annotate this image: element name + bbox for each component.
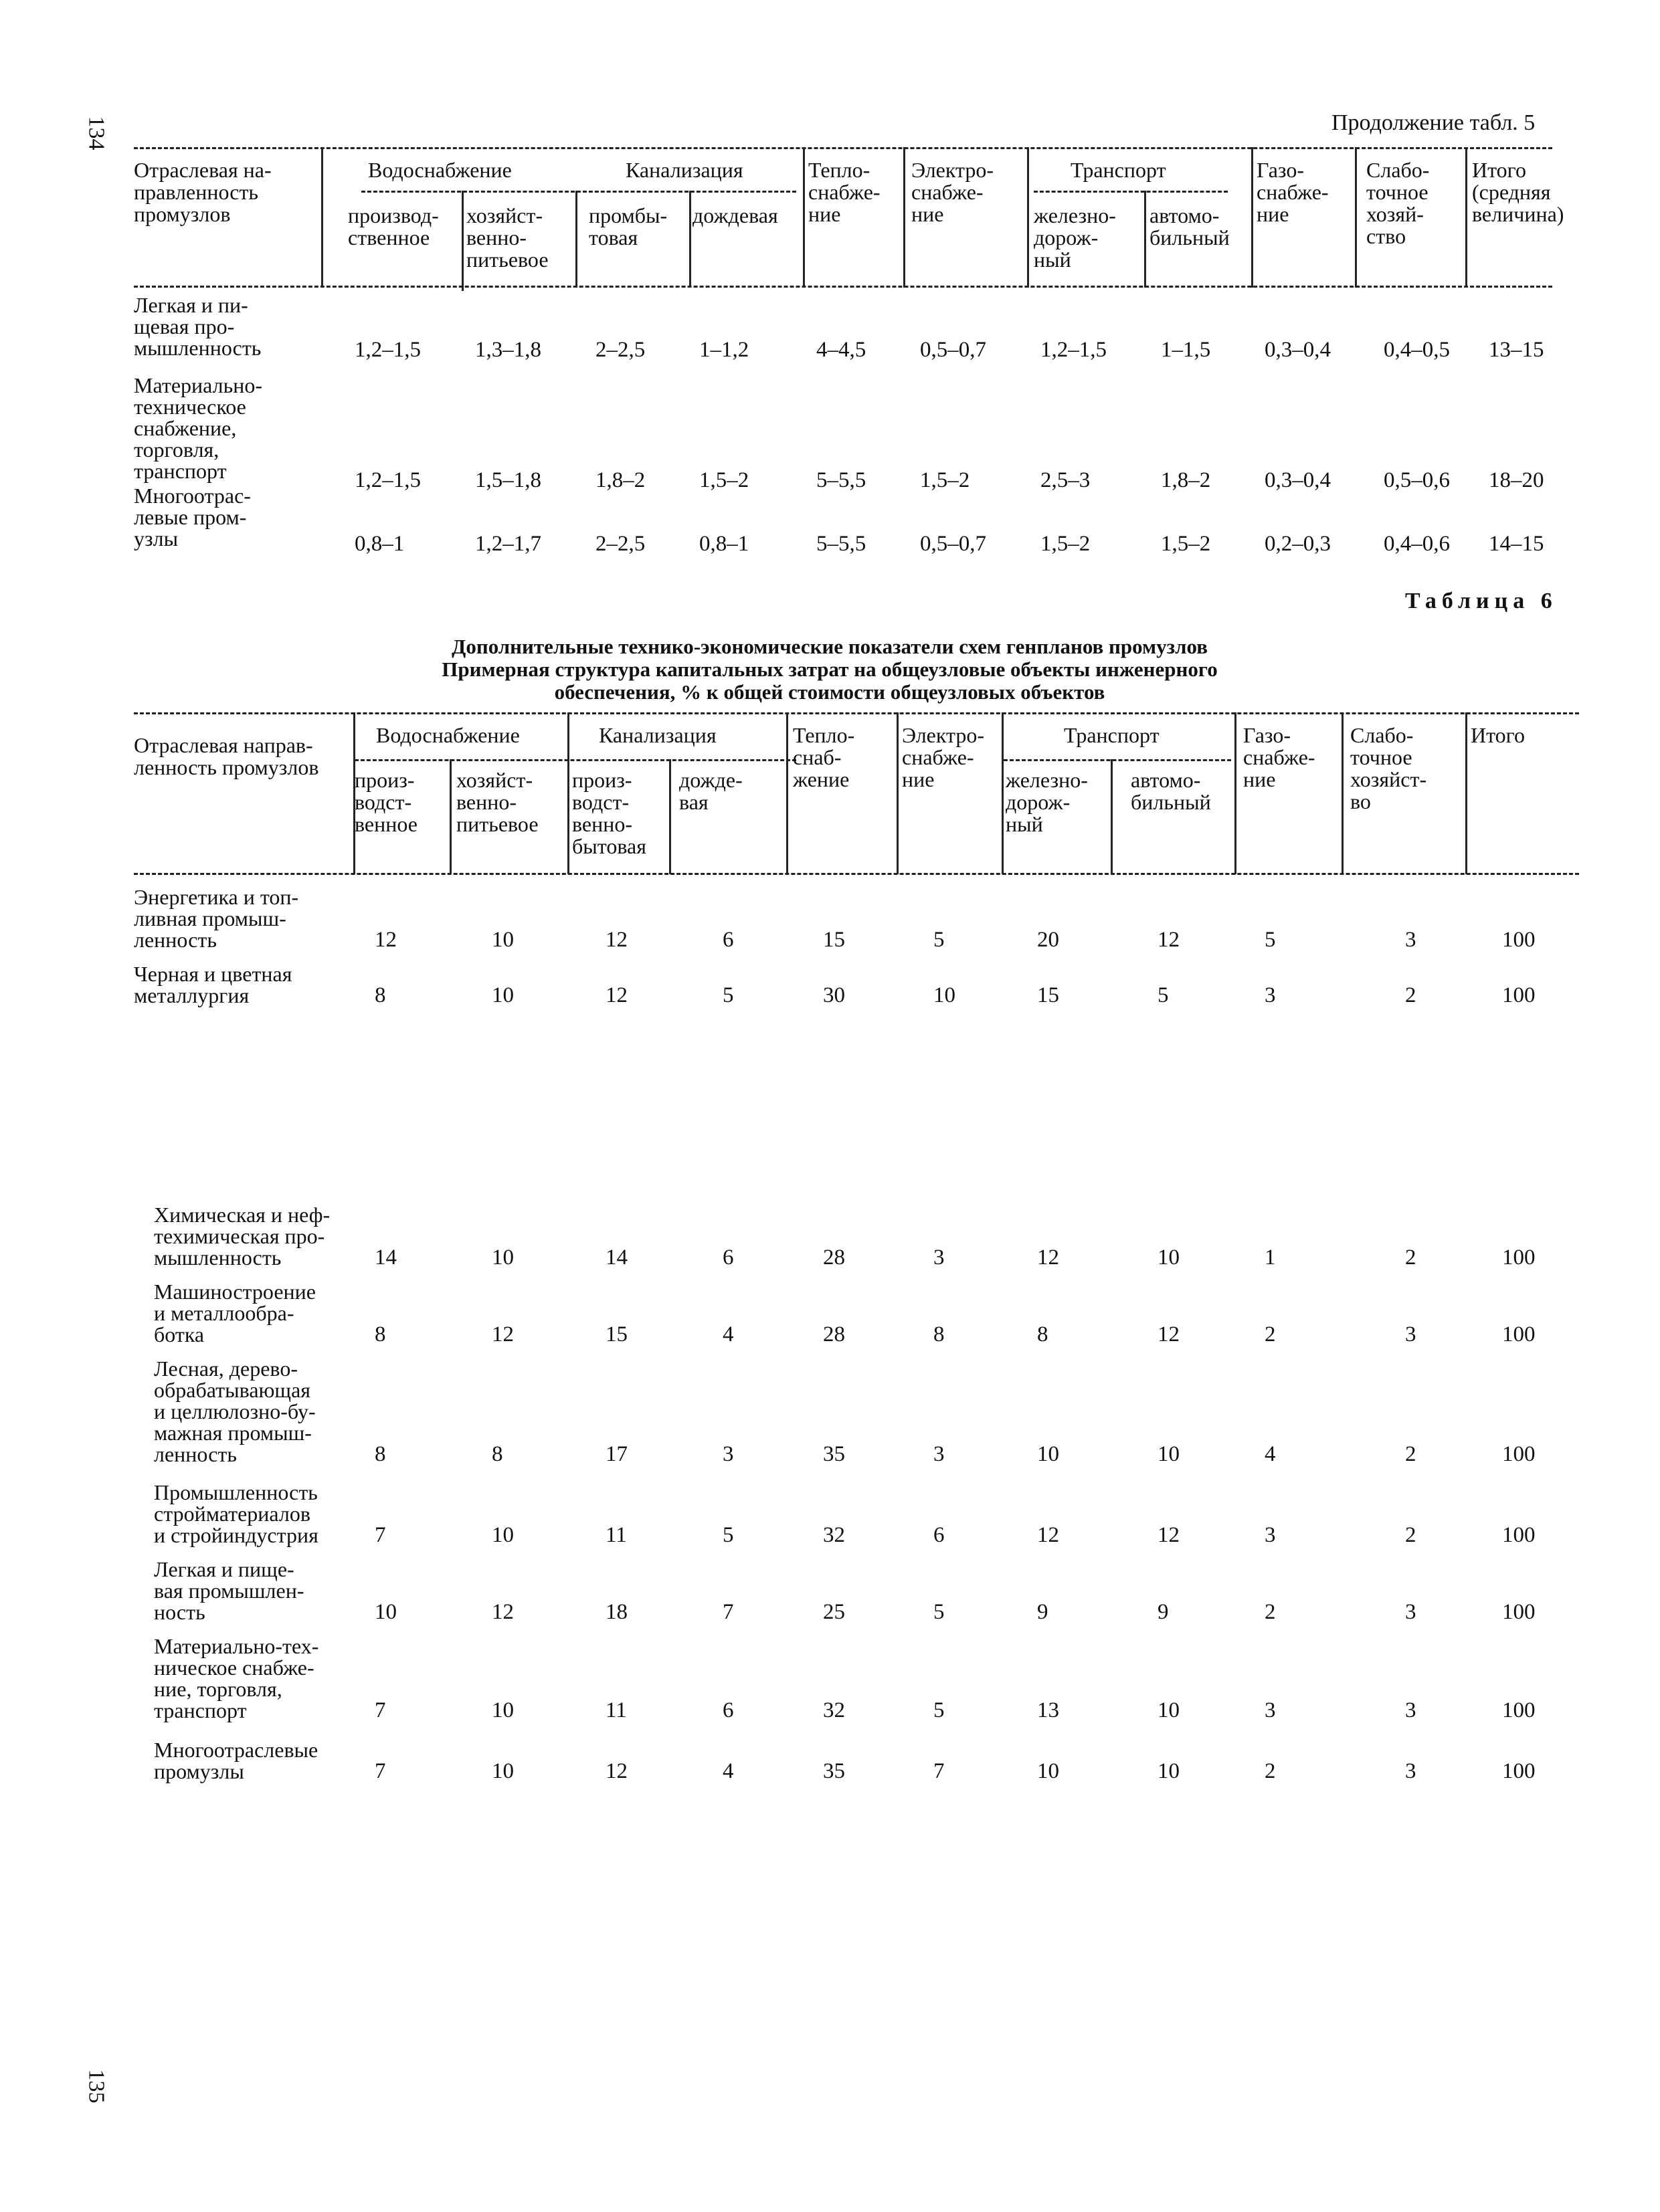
t5-head-auto: автомо- бильный — [1149, 203, 1230, 249]
t6-cell: 7 — [375, 1523, 386, 1547]
page-number-bottom: 135 — [84, 2069, 109, 2104]
t6-cell: 6 — [723, 928, 734, 952]
t5-head-sewer-ind: промбы- товая — [589, 203, 668, 249]
t6-cell: 12 — [1158, 1523, 1180, 1547]
t6-cell: 10 — [492, 1759, 514, 1783]
t6-cell: 32 — [823, 1698, 845, 1722]
t6-head-auto: автомо- бильный — [1131, 768, 1211, 814]
t6-cell: 4 — [723, 1322, 734, 1346]
t6-cell: 11 — [606, 1698, 627, 1722]
t5-head-rail: железно- дорож- ный — [1034, 203, 1116, 272]
t6-row-label: Материально-тех- ническое снабже- ние, торговля, транспорт — [154, 1634, 319, 1722]
t6-head-total: Итого — [1471, 723, 1525, 747]
t5-cell: 0,5–0,6 — [1384, 468, 1450, 492]
t6-cell: 14 — [375, 1245, 397, 1270]
t6-cell: 12 — [375, 928, 397, 952]
t5-cell: 0,5–0,7 — [920, 338, 986, 362]
t6-cell: 14 — [606, 1245, 628, 1270]
t6-cell: 35 — [823, 1759, 845, 1783]
t6-cell: 7 — [375, 1698, 386, 1722]
t6-cell: 10 — [492, 1245, 514, 1270]
t5-cell: 2–2,5 — [595, 532, 646, 556]
t6-cell: 3 — [1405, 1600, 1416, 1624]
t6-cell: 10 — [1037, 1759, 1059, 1783]
t6-head-water: Водоснабжение — [376, 723, 520, 747]
t5-row-label: Легкая и пи- щевая про- мышленность — [134, 293, 262, 360]
t6-cell: 4 — [1265, 1442, 1276, 1466]
t5-head-sewer: Канализация — [626, 158, 743, 182]
t6-cell: 11 — [606, 1523, 627, 1547]
t6-cell: 2 — [1265, 1322, 1276, 1346]
t6-cell: 100 — [1502, 928, 1536, 952]
t6-cell: 5 — [933, 1600, 945, 1624]
t6-cell: 12 — [1037, 1523, 1059, 1547]
t6-row-label: Химическая и неф- техимическая про- мышленность — [154, 1203, 331, 1270]
table5-caption: Продолжение табл. 5 — [1331, 110, 1536, 135]
t6-head-sewer: Канализация — [599, 723, 717, 747]
t6-cell: 5 — [933, 928, 945, 952]
t6-row-label: Многоотраслевые промузлы — [154, 1738, 318, 1783]
t6-cell: 100 — [1502, 983, 1536, 1007]
t6-cell: 6 — [933, 1523, 945, 1547]
t5-head-sewer-rain: дождевая — [693, 203, 778, 227]
t5-head-total: Итого (средняя величина) — [1472, 158, 1564, 226]
t5-cell: 2,5–3 — [1040, 468, 1091, 492]
t5-row-label: Материально- техническое снабжение, торговля, транспорт — [134, 373, 262, 483]
t6-cell: 30 — [823, 983, 845, 1007]
t6-row-label: Энергетика и топ- ливная промыш- ленность — [134, 885, 299, 952]
t5-cell: 1,5–2 — [699, 468, 749, 492]
t5-cell: 1,5–2 — [1161, 532, 1211, 556]
t6-cell: 5 — [1265, 928, 1276, 952]
t6-cell: 8 — [375, 983, 386, 1007]
t5-cell: 0,4–0,5 — [1384, 338, 1450, 362]
t5-cell: 1,3–1,8 — [475, 338, 541, 362]
t6-cell: 10 — [492, 983, 514, 1007]
t6-cell: 3 — [723, 1442, 734, 1466]
t5-cell: 0,3–0,4 — [1265, 338, 1331, 362]
t5-cell: 0,2–0,3 — [1265, 532, 1331, 556]
t5-cell: 1,8–2 — [1161, 468, 1211, 492]
t6-cell: 25 — [823, 1600, 845, 1624]
table6-caption: Таблица 6 — [1405, 589, 1558, 613]
t6-cell: 7 — [933, 1759, 945, 1783]
t5-head-heat: Тепло- снабже- ние — [808, 158, 881, 226]
t6-head-heat: Тепло- снаб- жение — [793, 723, 855, 791]
t5-cell: 1,2–1,5 — [1040, 338, 1107, 362]
t6-cell: 10 — [492, 1698, 514, 1722]
t6-cell: 3 — [1405, 1759, 1416, 1783]
t6-cell: 15 — [606, 1322, 628, 1346]
t5-cell: 0,4–0,6 — [1384, 532, 1450, 556]
t6-cell: 3 — [933, 1442, 945, 1466]
t5-head-direction: Отраслевая на- правленность промузлов — [134, 158, 272, 226]
t6-head-transport: Транспорт — [1064, 723, 1160, 747]
t6-cell: 3 — [1265, 1523, 1276, 1547]
t6-cell: 5 — [1158, 983, 1169, 1007]
t5-cell: 5–5,5 — [816, 468, 866, 492]
t6-cell: 4 — [723, 1759, 734, 1783]
t5-cell: 5–5,5 — [816, 532, 866, 556]
t6-row-label: Машиностроение и металлообра- ботка — [154, 1280, 316, 1346]
t6-cell: 2 — [1405, 1245, 1416, 1270]
t6-cell: 12 — [1158, 928, 1180, 952]
t6-cell: 8 — [492, 1442, 503, 1466]
t6-head-gas: Газо- снабже- ние — [1243, 723, 1315, 791]
t6-cell: 18 — [606, 1600, 628, 1624]
t6-cell: 28 — [823, 1322, 845, 1346]
t6-cell: 10 — [375, 1600, 397, 1624]
t5-head-transport: Транспорт — [1071, 158, 1166, 182]
t6-cell: 100 — [1502, 1322, 1536, 1346]
t5-head-water-house: хозяйст- венно- питьевое — [466, 203, 549, 272]
t5-cell: 4–4,5 — [816, 338, 866, 362]
t5-cell: 18–20 — [1489, 468, 1544, 492]
t6-cell: 2 — [1265, 1759, 1276, 1783]
t6-cell: 10 — [933, 983, 955, 1007]
t6-cell: 12 — [492, 1600, 514, 1624]
t6-cell: 10 — [1158, 1442, 1180, 1466]
t6-cell: 12 — [492, 1322, 514, 1346]
t5-head-low: Слабо- точное хозяй- ство — [1366, 158, 1430, 248]
t6-cell: 15 — [1037, 983, 1059, 1007]
t6-cell: 100 — [1502, 1245, 1536, 1270]
t6-cell: 20 — [1037, 928, 1059, 952]
t6-cell: 17 — [606, 1442, 628, 1466]
t6-cell: 1 — [1265, 1245, 1276, 1270]
t5-cell: 0,8–1 — [355, 532, 405, 556]
t6-cell: 28 — [823, 1245, 845, 1270]
t6-cell: 35 — [823, 1442, 845, 1466]
t6-cell: 12 — [606, 928, 628, 952]
t5-cell: 1,2–1,7 — [475, 532, 541, 556]
t5-head-water-prod: производ- ственное — [348, 203, 439, 249]
t6-cell: 13 — [1037, 1698, 1059, 1722]
t5-cell: 2–2,5 — [595, 338, 646, 362]
t5-cell: 0,5–0,7 — [920, 532, 986, 556]
t6-cell: 100 — [1502, 1759, 1536, 1783]
t6-cell: 2 — [1265, 1600, 1276, 1624]
t6-head-water-house: хозяйст- венно- питьевое — [456, 768, 539, 836]
t5-head-water: Водоснабжение — [368, 158, 512, 182]
t6-cell: 12 — [1037, 1245, 1059, 1270]
t6-cell: 8 — [375, 1322, 386, 1346]
t6-cell: 8 — [933, 1322, 945, 1346]
t5-cell: 1,5–2 — [1040, 532, 1091, 556]
t6-cell: 15 — [823, 928, 845, 952]
t6-cell: 10 — [492, 928, 514, 952]
t5-cell: 1,5–2 — [920, 468, 970, 492]
t5-cell: 0,8–1 — [699, 532, 749, 556]
t6-cell: 2 — [1405, 983, 1416, 1007]
t6-cell: 100 — [1502, 1600, 1536, 1624]
t5-row-label: Многоотрас- левые пром- узлы — [134, 484, 251, 550]
t6-cell: 12 — [606, 983, 628, 1007]
t6-head-rail: железно- дорож- ный — [1006, 768, 1088, 836]
t6-cell: 100 — [1502, 1698, 1536, 1722]
t6-head-sewer-ind: произ- водст- венно- бытовая — [572, 768, 646, 858]
t6-cell: 10 — [1158, 1759, 1180, 1783]
t5-cell: 1–1,5 — [1161, 338, 1211, 362]
t5-cell: 14–15 — [1489, 532, 1544, 556]
t6-cell: 10 — [1158, 1245, 1180, 1270]
t6-cell: 10 — [492, 1523, 514, 1547]
t6-cell: 12 — [606, 1759, 628, 1783]
t6-head-sewer-rain: дожде- вая — [679, 768, 743, 814]
t6-cell: 5 — [723, 983, 734, 1007]
t6-cell: 3 — [1405, 1322, 1416, 1346]
t5-cell: 1,2–1,5 — [355, 468, 421, 492]
t6-head-water-prod: произ- водст- венное — [355, 768, 418, 836]
t5-head-gas: Газо- снабже- ние — [1257, 158, 1329, 226]
t5-cell: 0,3–0,4 — [1265, 468, 1331, 492]
t6-cell: 5 — [933, 1698, 945, 1722]
t6-cell: 10 — [1158, 1698, 1180, 1722]
t6-cell: 3 — [1405, 928, 1416, 952]
t5-cell: 13–15 — [1489, 338, 1544, 362]
table6-title: Дополнительные технико-экономические показатели схем генпланов промузлов Примерная структура капитальных затрат на общеузловые объекты инженерного обеспечения, % к общей стоимости общеузловых объектов — [442, 635, 1218, 704]
t6-cell: 12 — [1158, 1322, 1180, 1346]
t6-row-label: Лесная, дерево- обрабатывающая и целлюлозно-бу- мажная промыш- ленность — [154, 1356, 316, 1466]
t6-head-low: Слабо- точное хозяйст- во — [1350, 723, 1427, 813]
t6-head-direction: Отраслевая направ- ленность промузлов — [134, 733, 319, 779]
t6-row-label: Легкая и пище- вая промышлен- ность — [154, 1557, 304, 1624]
t5-cell: 1–1,2 — [699, 338, 749, 362]
t5-cell: 1,5–1,8 — [475, 468, 541, 492]
t6-cell: 100 — [1502, 1442, 1536, 1466]
t6-cell: 6 — [723, 1245, 734, 1270]
t5-cell: 1,2–1,5 — [355, 338, 421, 362]
t6-cell: 10 — [1037, 1442, 1059, 1466]
t6-cell: 32 — [823, 1523, 845, 1547]
t6-cell: 6 — [723, 1698, 734, 1722]
t6-cell: 3 — [1265, 983, 1276, 1007]
t6-cell: 7 — [375, 1759, 386, 1783]
t6-cell: 3 — [1405, 1698, 1416, 1722]
t6-cell: 100 — [1502, 1523, 1536, 1547]
t6-cell: 2 — [1405, 1523, 1416, 1547]
t6-cell: 2 — [1405, 1442, 1416, 1466]
t6-row-label: Промышленность стройматериалов и стройиндустрия — [154, 1480, 318, 1547]
t6-cell: 8 — [375, 1442, 386, 1466]
t6-head-elec: Электро- снабже- ние — [902, 723, 985, 791]
t6-cell: 3 — [933, 1245, 945, 1270]
t6-cell: 7 — [723, 1600, 734, 1624]
t5-head-elec: Электро- снабже- ние — [911, 158, 994, 226]
page-number-top: 134 — [84, 116, 109, 150]
t6-cell: 9 — [1158, 1600, 1169, 1624]
t6-cell: 8 — [1037, 1322, 1048, 1346]
t6-cell: 9 — [1037, 1600, 1048, 1624]
t6-cell: 3 — [1265, 1698, 1276, 1722]
t5-cell: 1,8–2 — [595, 468, 646, 492]
t6-cell: 5 — [723, 1523, 734, 1547]
t6-row-label: Черная и цветная металлургия — [134, 962, 292, 1007]
